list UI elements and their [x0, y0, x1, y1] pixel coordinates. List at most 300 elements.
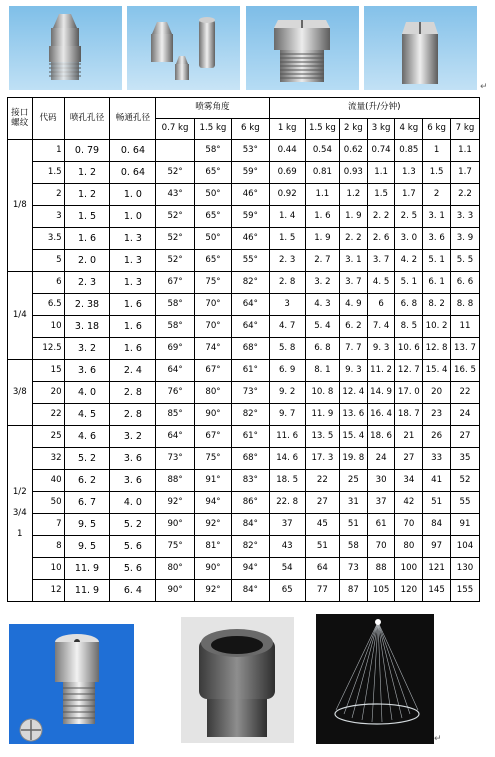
angle-cell: 53°: [232, 140, 269, 162]
angle-cell: 67°: [194, 426, 231, 448]
header-code: 代码: [32, 98, 64, 140]
flow-cell: 9. 3: [339, 360, 367, 382]
flow-cell: 9. 7: [269, 404, 305, 426]
angle-cell: 61°: [232, 360, 269, 382]
spec-table: [7, 97, 480, 602]
orifice-cell: 2. 38: [64, 294, 110, 316]
thread-label: 3/4: [12, 507, 27, 518]
orifice-cell: 1. 2: [64, 162, 110, 184]
code-cell: 15: [32, 360, 64, 382]
flow-cell: 1. 4: [269, 206, 305, 228]
angle-cell: 46°: [232, 184, 269, 206]
code-cell: 2: [32, 184, 64, 206]
flow-cell: 24: [367, 448, 395, 470]
nozzle-photo-4: [364, 6, 477, 90]
flow-cell: 31: [339, 492, 367, 514]
passage-cell: 4. 0: [110, 492, 156, 514]
flow-cell: 5. 1: [395, 272, 423, 294]
code-cell: 10: [32, 558, 64, 580]
angle-cell: 64°: [232, 316, 269, 338]
code-cell: 12.5: [32, 338, 64, 360]
table-row: [8, 536, 480, 558]
flow-cell: 33: [423, 448, 451, 470]
angle-cell: 52°: [156, 250, 194, 272]
code-cell: 7: [32, 514, 64, 536]
angle-cell: 90°: [194, 558, 231, 580]
flow-cell: 13. 7: [450, 338, 479, 360]
angle-cell: 94°: [194, 492, 231, 514]
angle-cell: 73°: [156, 448, 194, 470]
passage-cell: 3. 6: [110, 448, 156, 470]
angle-cell: 50°: [194, 228, 231, 250]
flow-cell: 0.44: [269, 140, 305, 162]
angle-cell: 82°: [232, 404, 269, 426]
header-angle-col: 0.7 kg: [156, 119, 194, 140]
flow-cell: 4. 3: [305, 294, 339, 316]
code-cell: 25: [32, 426, 64, 448]
flow-cell: 58: [339, 536, 367, 558]
angle-cell: 69°: [156, 338, 194, 360]
code-cell: 6.5: [32, 294, 64, 316]
thread-cell: [8, 426, 33, 602]
flow-cell: 155: [450, 580, 479, 602]
angle-cell: 81°: [194, 536, 231, 558]
header-angle-col: 6 kg: [232, 119, 269, 140]
flow-cell: 11. 6: [269, 426, 305, 448]
flow-cell: 2. 2: [367, 206, 395, 228]
angle-cell: 83°: [232, 470, 269, 492]
flow-cell: 27: [450, 426, 479, 448]
flow-cell: 11. 9: [305, 404, 339, 426]
header-flow-col: 7 kg: [450, 119, 479, 140]
thread-cell: [8, 140, 33, 272]
passage-cell: 2. 8: [110, 404, 156, 426]
flow-cell: 13. 6: [339, 404, 367, 426]
flow-cell: 0.85: [395, 140, 423, 162]
header-angle-col: 1.5 kg: [194, 119, 231, 140]
orifice-cell: 3. 18: [64, 316, 110, 338]
passage-cell: 0. 64: [110, 140, 156, 162]
flow-cell: 120: [395, 580, 423, 602]
angle-cell: 43°: [156, 184, 194, 206]
flow-cell: 13. 5: [305, 426, 339, 448]
angle-cell: 92°: [156, 492, 194, 514]
table-row: [8, 426, 480, 448]
angle-cell: 92°: [194, 580, 231, 602]
table-row: [8, 316, 480, 338]
flow-cell: 65: [269, 580, 305, 602]
flow-cell: 0.93: [339, 162, 367, 184]
flow-cell: 27: [305, 492, 339, 514]
flow-cell: 1.2: [339, 184, 367, 206]
passage-cell: 1. 3: [110, 250, 156, 272]
angle-cell: 59°: [232, 206, 269, 228]
passage-cell: 1. 6: [110, 294, 156, 316]
angle-cell: 67°: [194, 360, 231, 382]
flow-cell: 3. 1: [339, 250, 367, 272]
flow-cell: 18. 6: [367, 426, 395, 448]
flow-cell: 22: [305, 470, 339, 492]
code-cell: 8: [32, 536, 64, 558]
flow-cell: 4. 7: [269, 316, 305, 338]
flow-cell: 43: [269, 536, 305, 558]
angle-cell: 64°: [156, 360, 194, 382]
angle-cell: 92°: [194, 514, 231, 536]
angle-cell: 90°: [194, 404, 231, 426]
passage-cell: 5. 6: [110, 558, 156, 580]
flow-cell: 1. 9: [305, 228, 339, 250]
thread-cell: [8, 272, 33, 360]
orifice-cell: 2. 0: [64, 250, 110, 272]
angle-cell: 90°: [156, 514, 194, 536]
flow-cell: 73: [339, 558, 367, 580]
angle-cell: 61°: [232, 426, 269, 448]
flow-cell: 2. 5: [395, 206, 423, 228]
flow-cell: 1. 9: [339, 206, 367, 228]
angle-cell: 58°: [156, 294, 194, 316]
flow-cell: 18. 5: [269, 470, 305, 492]
passage-cell: 1. 6: [110, 316, 156, 338]
thread-label: 1/8: [12, 199, 27, 210]
thread-label: 1/4: [12, 309, 27, 320]
orifice-cell: 6. 2: [64, 470, 110, 492]
code-cell: 3: [32, 206, 64, 228]
flow-cell: 14. 6: [269, 448, 305, 470]
flow-cell: 20: [423, 382, 451, 404]
flow-cell: 7. 7: [339, 338, 367, 360]
code-cell: 22: [32, 404, 64, 426]
flow-cell: 91: [450, 514, 479, 536]
flow-cell: 77: [305, 580, 339, 602]
flow-cell: 104: [450, 536, 479, 558]
flow-cell: 5. 4: [305, 316, 339, 338]
flow-cell: 0.74: [367, 140, 395, 162]
flow-cell: 9. 2: [269, 382, 305, 404]
orifice-cell: 5. 2: [64, 448, 110, 470]
flow-cell: 41: [423, 470, 451, 492]
flow-cell: 80: [395, 536, 423, 558]
angle-cell: 55°: [232, 250, 269, 272]
nozzle-photo-2: [127, 6, 240, 90]
flow-cell: 12. 4: [339, 382, 367, 404]
nozzle-photo-6: [181, 617, 294, 743]
header-flow-col: 1 kg: [269, 119, 305, 140]
angle-cell: 74°: [194, 338, 231, 360]
flow-cell: 24: [450, 404, 479, 426]
flow-cell: 4. 2: [395, 250, 423, 272]
flow-cell: 17. 0: [395, 382, 423, 404]
flow-cell: 22. 8: [269, 492, 305, 514]
flow-cell: 19. 8: [339, 448, 367, 470]
flow-cell: 12. 7: [395, 360, 423, 382]
flow-cell: 8. 8: [450, 294, 479, 316]
angle-cell: 52°: [156, 162, 194, 184]
flow-cell: 8. 5: [395, 316, 423, 338]
flow-cell: 42: [395, 492, 423, 514]
orifice-cell: 2. 3: [64, 272, 110, 294]
flow-cell: 23: [423, 404, 451, 426]
flow-cell: 6: [367, 294, 395, 316]
orifice-cell: 1. 6: [64, 228, 110, 250]
orifice-cell: 11. 9: [64, 580, 110, 602]
flow-cell: 11. 2: [367, 360, 395, 382]
orifice-cell: 4. 5: [64, 404, 110, 426]
flow-cell: 2. 3: [269, 250, 305, 272]
flow-cell: 130: [450, 558, 479, 580]
orifice-cell: 9. 5: [64, 536, 110, 558]
passage-cell: 1. 0: [110, 206, 156, 228]
angle-cell: 67°: [156, 272, 194, 294]
flow-cell: 105: [367, 580, 395, 602]
flow-cell: 51: [305, 536, 339, 558]
flow-cell: 2. 8: [269, 272, 305, 294]
table-row: [8, 558, 480, 580]
flow-cell: 6. 8: [395, 294, 423, 316]
angle-cell: 88°: [156, 470, 194, 492]
flow-cell: 3. 0: [395, 228, 423, 250]
table-row: [8, 580, 480, 602]
flow-cell: 2: [423, 184, 451, 206]
nozzle-photo-5: [9, 624, 134, 744]
flow-cell: 1.1: [367, 162, 395, 184]
flow-cell: 17. 3: [305, 448, 339, 470]
flow-cell: 10. 6: [395, 338, 423, 360]
angle-cell: 64°: [232, 294, 269, 316]
orifice-cell: 3. 2: [64, 338, 110, 360]
code-cell: 5: [32, 250, 64, 272]
code-cell: 1: [32, 140, 64, 162]
angle-cell: 75°: [194, 448, 231, 470]
flow-cell: 1: [423, 140, 451, 162]
flow-cell: 3. 2: [305, 272, 339, 294]
angle-cell: 75°: [194, 272, 231, 294]
angle-cell: 84°: [232, 580, 269, 602]
flow-cell: 97: [423, 536, 451, 558]
angle-cell: 65°: [194, 250, 231, 272]
spray-photo: [316, 614, 434, 744]
orifice-cell: 4. 6: [64, 426, 110, 448]
flow-cell: 3. 1: [423, 206, 451, 228]
table-row: [8, 448, 480, 470]
passage-cell: 5. 2: [110, 514, 156, 536]
flow-cell: 16. 4: [367, 404, 395, 426]
flow-cell: 18. 7: [395, 404, 423, 426]
flow-cell: 54: [269, 558, 305, 580]
flow-cell: 3. 7: [339, 272, 367, 294]
flow-cell: 1.7: [450, 162, 479, 184]
angle-cell: 80°: [194, 382, 231, 404]
angle-cell: 52°: [156, 206, 194, 228]
flow-cell: 22: [450, 382, 479, 404]
code-cell: 10: [32, 316, 64, 338]
flow-cell: 10. 8: [305, 382, 339, 404]
angle-cell: 73°: [232, 382, 269, 404]
flow-cell: 0.81: [305, 162, 339, 184]
passage-cell: 3. 2: [110, 426, 156, 448]
table-row: [8, 338, 480, 360]
flow-cell: 3. 7: [367, 250, 395, 272]
flow-cell: 61: [367, 514, 395, 536]
thread-cell: [8, 360, 33, 426]
angle-cell: 85°: [156, 404, 194, 426]
thread-label: 3/8: [12, 386, 27, 397]
flow-cell: 6. 1: [423, 272, 451, 294]
flow-cell: 5. 1: [423, 250, 451, 272]
angle-cell: 80°: [156, 558, 194, 580]
table-row: [8, 272, 480, 294]
flow-cell: 6. 9: [269, 360, 305, 382]
flow-cell: 34: [395, 470, 423, 492]
flow-cell: 145: [423, 580, 451, 602]
passage-cell: 5. 6: [110, 536, 156, 558]
flow-cell: 1.5: [423, 162, 451, 184]
flow-cell: 6. 6: [450, 272, 479, 294]
flow-cell: 0.62: [339, 140, 367, 162]
code-cell: 12: [32, 580, 64, 602]
nozzle-photo-1: [9, 6, 122, 90]
flow-cell: 51: [339, 514, 367, 536]
passage-cell: 1. 0: [110, 184, 156, 206]
flow-cell: 1.5: [367, 184, 395, 206]
orifice-cell: 4. 0: [64, 382, 110, 404]
angle-cell: 70°: [194, 294, 231, 316]
table-row: [8, 206, 480, 228]
return-mark: ↵: [480, 82, 488, 92]
orifice-cell: 9. 5: [64, 514, 110, 536]
flow-cell: 64: [305, 558, 339, 580]
angle-cell: 94°: [232, 558, 269, 580]
passage-cell: 1. 3: [110, 228, 156, 250]
angle-cell: 65°: [194, 206, 231, 228]
flow-cell: 0.54: [305, 140, 339, 162]
thread-label: 1: [17, 529, 23, 539]
flow-cell: 5. 8: [269, 338, 305, 360]
orifice-cell: 1. 2: [64, 184, 110, 206]
angle-cell: 86°: [232, 492, 269, 514]
flow-cell: 21: [395, 426, 423, 448]
header-orifice: 喷孔孔径: [64, 98, 110, 140]
code-cell: 50: [32, 492, 64, 514]
header-flow: 流量(升/分钟): [269, 98, 479, 119]
angle-cell: 70°: [194, 316, 231, 338]
flow-cell: 1. 6: [305, 206, 339, 228]
flow-cell: 5. 5: [450, 250, 479, 272]
flow-cell: 37: [269, 514, 305, 536]
orifice-cell: 1. 5: [64, 206, 110, 228]
orifice-cell: 0. 79: [64, 140, 110, 162]
flow-cell: 14. 9: [367, 382, 395, 404]
flow-cell: 1.1: [450, 140, 479, 162]
flow-cell: 84: [423, 514, 451, 536]
flow-cell: 27: [395, 448, 423, 470]
passage-cell: 2. 4: [110, 360, 156, 382]
passage-cell: 1. 6: [110, 338, 156, 360]
angle-cell: 91°: [194, 470, 231, 492]
header-passage: 畅通孔径: [110, 98, 156, 140]
flow-cell: 45: [305, 514, 339, 536]
passage-cell: 3. 6: [110, 470, 156, 492]
flow-cell: 6. 2: [339, 316, 367, 338]
flow-cell: 11: [450, 316, 479, 338]
flow-cell: 70: [367, 536, 395, 558]
return-mark-bottom: ↵: [434, 734, 442, 744]
flow-cell: 1.1: [305, 184, 339, 206]
angle-cell: 46°: [232, 228, 269, 250]
flow-cell: 55: [450, 492, 479, 514]
flow-cell: 1.3: [395, 162, 423, 184]
flow-cell: 26: [423, 426, 451, 448]
code-cell: 6: [32, 272, 64, 294]
flow-cell: 3: [269, 294, 305, 316]
code-cell: 3.5: [32, 228, 64, 250]
flow-cell: 8. 2: [423, 294, 451, 316]
flow-cell: 30: [367, 470, 395, 492]
nozzle-photo-3: [246, 6, 359, 90]
flow-cell: 87: [339, 580, 367, 602]
flow-cell: 2.2: [450, 184, 479, 206]
angle-cell: 75°: [156, 536, 194, 558]
angle-cell: 64°: [156, 426, 194, 448]
header-thread: 接口螺纹: [8, 98, 33, 140]
passage-cell: 6. 4: [110, 580, 156, 602]
passage-cell: 1. 3: [110, 272, 156, 294]
angle-cell: 84°: [232, 514, 269, 536]
flow-cell: 0.92: [269, 184, 305, 206]
angle-cell: 68°: [232, 448, 269, 470]
header-flow-col: 6 kg: [423, 119, 451, 140]
flow-cell: 2. 2: [339, 228, 367, 250]
flow-cell: 35: [450, 448, 479, 470]
flow-cell: 1. 5: [269, 228, 305, 250]
table-row: [8, 294, 480, 316]
flow-cell: 6. 8: [305, 338, 339, 360]
header-flow-col: 2 kg: [339, 119, 367, 140]
flow-cell: 3. 3: [450, 206, 479, 228]
flow-cell: 4. 5: [367, 272, 395, 294]
header-flow-col: 3 kg: [367, 119, 395, 140]
flow-cell: 10. 2: [423, 316, 451, 338]
table-row: [8, 184, 480, 206]
flow-cell: 52: [450, 470, 479, 492]
flow-cell: 8. 1: [305, 360, 339, 382]
orifice-cell: 6. 7: [64, 492, 110, 514]
table-row: [8, 360, 480, 382]
header-row-1: [8, 98, 480, 119]
flow-cell: 0.69: [269, 162, 305, 184]
angle-cell: 82°: [232, 272, 269, 294]
flow-cell: 51: [423, 492, 451, 514]
header-flow-col: 4 kg: [395, 119, 423, 140]
flow-cell: 25: [339, 470, 367, 492]
flow-cell: 15. 4: [339, 426, 367, 448]
angle-cell: 50°: [194, 184, 231, 206]
table-row: [8, 470, 480, 492]
passage-cell: 2. 8: [110, 382, 156, 404]
flow-cell: 88: [367, 558, 395, 580]
table-row: [8, 162, 480, 184]
flow-cell: 3. 6: [423, 228, 451, 250]
orifice-cell: 3. 6: [64, 360, 110, 382]
angle-cell: 58°: [156, 316, 194, 338]
angle-cell: 59°: [232, 162, 269, 184]
angle-cell: 58°: [194, 140, 231, 162]
flow-cell: 12. 8: [423, 338, 451, 360]
passage-cell: 0. 64: [110, 162, 156, 184]
table-row: [8, 382, 480, 404]
flow-cell: 16. 5: [450, 360, 479, 382]
angle-cell: 76°: [156, 382, 194, 404]
flow-cell: 121: [423, 558, 451, 580]
